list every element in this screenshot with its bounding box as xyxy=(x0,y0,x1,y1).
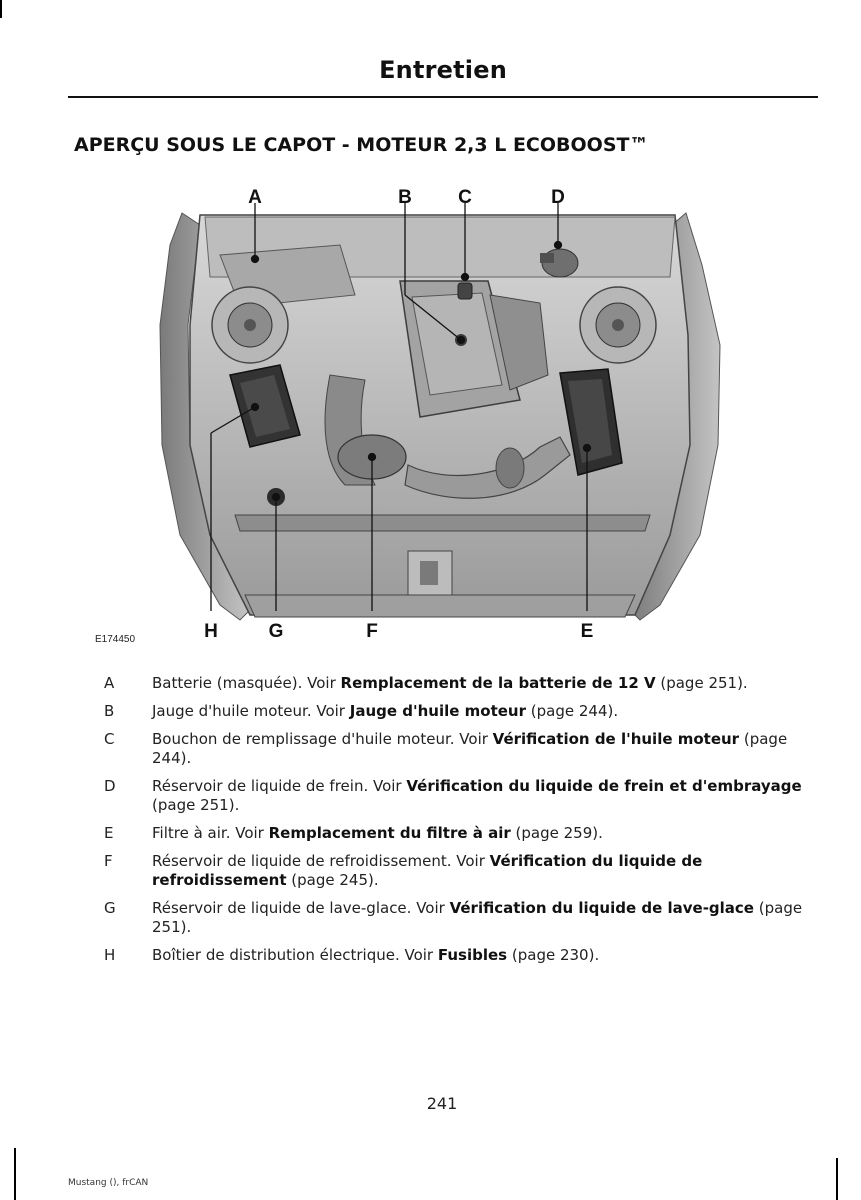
crop-mark-bottom-right xyxy=(836,1158,838,1200)
page-number: 241 xyxy=(426,1094,458,1113)
legend-item-f xyxy=(100,852,815,890)
component-legend xyxy=(100,674,815,974)
legend-key: A xyxy=(104,674,115,692)
legend-key: G xyxy=(104,899,116,917)
crop-mark-bottom-left xyxy=(14,1148,16,1200)
legend-item-c xyxy=(100,730,815,768)
crop-mark-top-left xyxy=(0,0,2,18)
legend-item-g xyxy=(100,899,815,937)
header-rule xyxy=(68,96,818,98)
front-fascia xyxy=(245,595,635,617)
callout-g: G xyxy=(268,621,284,642)
legend-key: D xyxy=(104,777,116,795)
engine-bay-illustration xyxy=(90,185,730,645)
reference-link[interactable]: Vérification de l'huile moteur xyxy=(492,730,740,748)
legend-item-a xyxy=(100,674,815,693)
legend-text: Réservoir de liquide de refroidissement. Voir Vérification du liquide de refroidissement (page 245). xyxy=(152,852,703,889)
legend-item-b xyxy=(100,702,815,721)
section-title: Entretien xyxy=(379,56,507,84)
reference-link[interactable]: Vérification du liquide de frein et d'embrayage xyxy=(406,777,802,795)
radiator-support xyxy=(235,515,650,531)
legend-text: Réservoir de liquide de frein. Voir Vérification du liquide de frein et d'embrayage (page 251). xyxy=(152,777,802,814)
legend-text: Bouchon de remplissage d'huile moteur. Voir Vérification de l'huile moteur (page 244). xyxy=(152,730,788,767)
footer-text: Mustang (), frCAN xyxy=(68,1178,149,1188)
reference-link[interactable]: Vérification du liquide de refroidissement xyxy=(152,852,703,889)
reference-link[interactable]: Fusibles xyxy=(437,946,508,964)
reference-link[interactable]: Remplacement du filtre à air xyxy=(268,824,511,842)
legend-item-d xyxy=(100,777,815,815)
callout-b: B xyxy=(398,187,412,208)
legend-key: F xyxy=(104,852,113,870)
reference-link[interactable]: Remplacement de la batterie de 12 V xyxy=(340,674,656,692)
callout-h: H xyxy=(204,621,218,642)
legend-key: B xyxy=(104,702,115,720)
legend-key: C xyxy=(104,730,115,748)
callout-c: C xyxy=(458,187,472,208)
oil-filler-cap xyxy=(458,283,472,299)
reference-link[interactable]: Jauge d'huile moteur xyxy=(349,702,526,720)
page-heading: APERÇU SOUS LE CAPOT - MOTEUR 2,3 L ECOBOOST™ xyxy=(74,134,649,156)
callout-d: D xyxy=(551,187,565,208)
legend-item-e xyxy=(100,824,815,843)
callout-e: E xyxy=(580,621,594,642)
legend-text: Jauge d'huile moteur. Voir Jauge d'huile moteur (page 244). xyxy=(152,702,619,720)
callout-a: A xyxy=(248,187,262,208)
legend-key: H xyxy=(104,946,116,964)
callout-f: F xyxy=(366,621,378,642)
legend-text: Boîtier de distribution électrique. Voir Fusibles (page 230). xyxy=(152,946,600,964)
legend-item-h xyxy=(100,946,815,965)
legend-key: E xyxy=(104,824,114,842)
legend-text: Filtre à air. Voir Remplacement du filtre à air (page 259). xyxy=(152,824,603,842)
figure-id: E174450 xyxy=(95,634,136,645)
reference-link[interactable]: Vérification du liquide de lave-glace xyxy=(449,899,754,917)
legend-text: Réservoir de liquide de lave-glace. Voir Vérification du liquide de lave-glace (page 251). xyxy=(152,899,803,936)
legend-text: Batterie (masquée). Voir Remplacement de la batterie de 12 V (page 251). xyxy=(152,674,748,692)
